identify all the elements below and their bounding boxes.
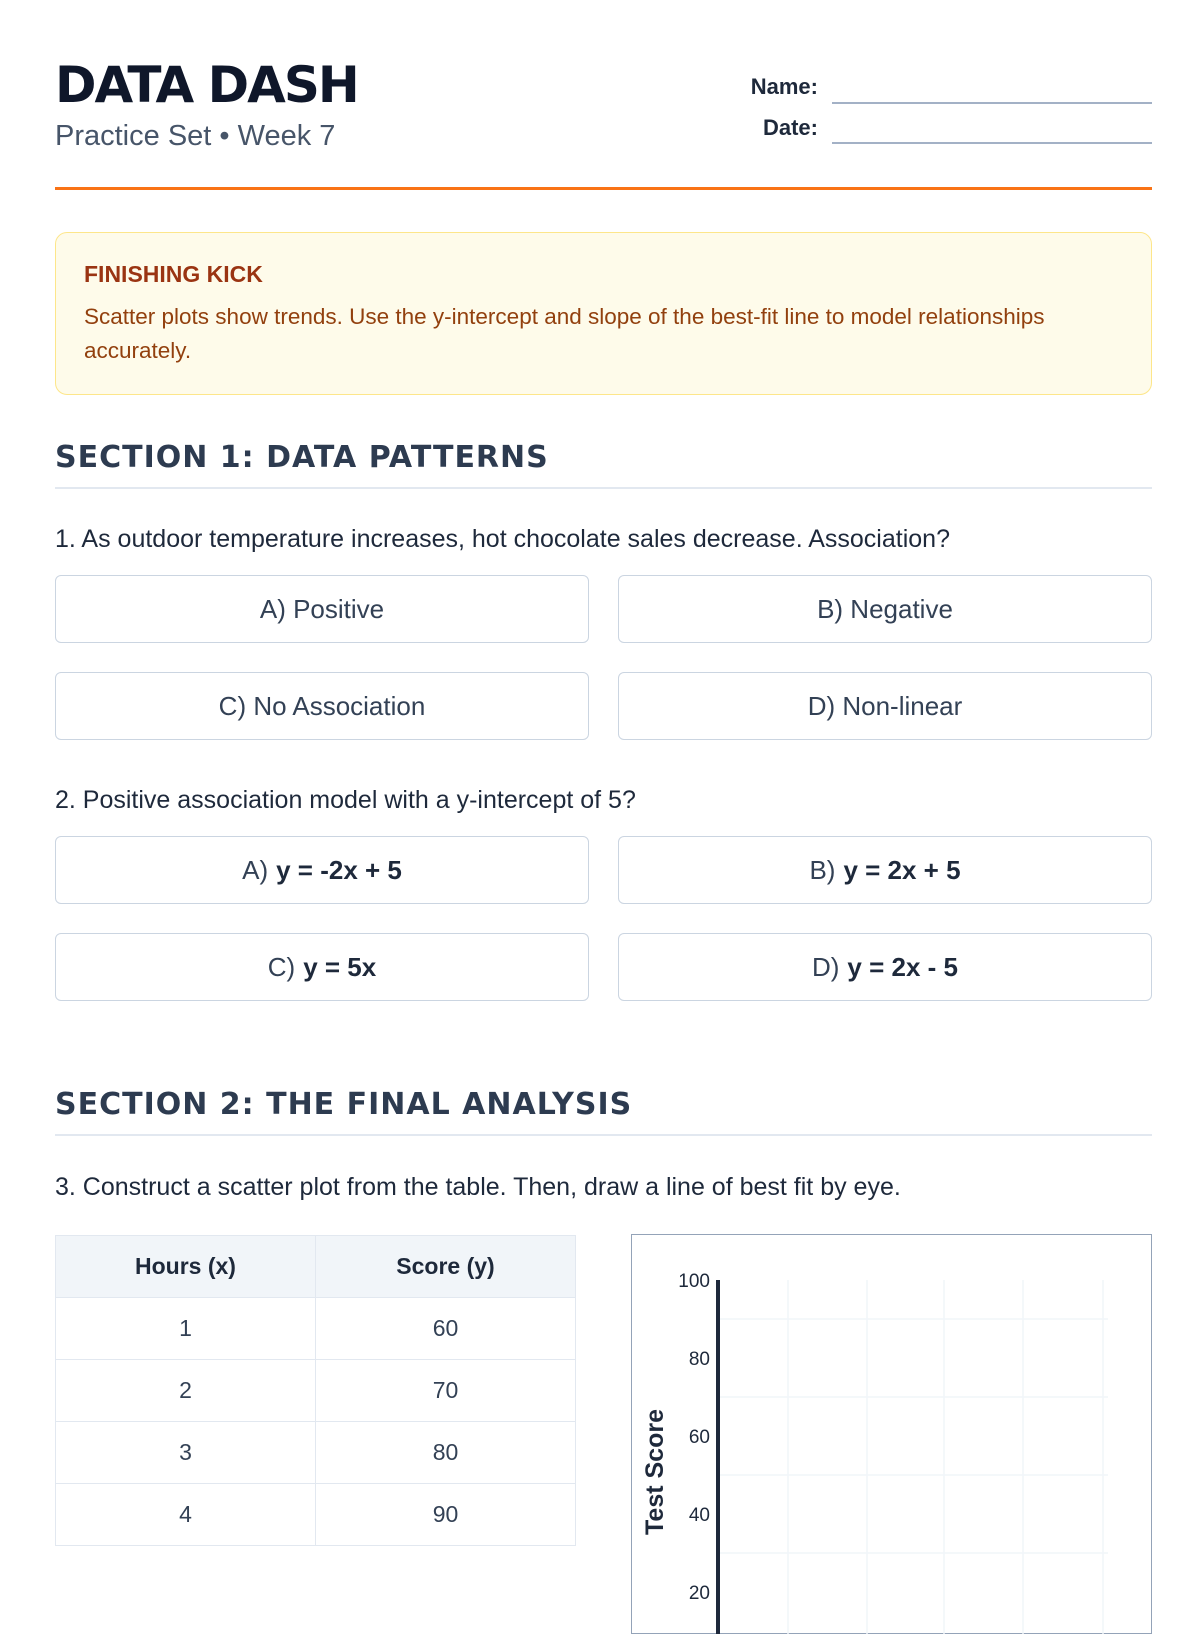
page-subtitle: Practice Set • Week 7	[55, 120, 336, 152]
page-title: DATA DASH	[55, 56, 358, 114]
y-tick-label: 100	[677, 1270, 710, 1292]
name-field[interactable]	[832, 102, 1152, 104]
y-axis-label: Test Score	[640, 1408, 669, 1535]
option-equation: y = -2x + 5	[276, 854, 402, 885]
tip-callout	[55, 232, 1152, 395]
y-tick-label: 40	[688, 1504, 710, 1526]
q1-option-d[interactable]: D) Non-linear	[618, 672, 1152, 740]
q1-option-c[interactable]: C) No Association	[55, 672, 589, 740]
callout-body: Scatter plots show trends. Use the y-intercept and slope of the best-fit line to model relationships accurately.	[84, 304, 1045, 363]
y-tick-label: 80	[688, 1348, 710, 1370]
table-row	[56, 1422, 576, 1484]
q2-option-b[interactable]	[618, 836, 1152, 904]
q1-option-a[interactable]: A) Positive	[55, 575, 589, 643]
option-letter: B)	[809, 854, 836, 885]
y-tick-label: 60	[688, 1426, 710, 1448]
name-label: Name:	[750, 74, 818, 99]
scatter-plot-area[interactable]	[631, 1234, 1152, 1634]
table-row	[56, 1360, 576, 1422]
table-cell: 80	[316, 1422, 576, 1484]
option-equation: y = 2x + 5	[843, 854, 961, 885]
callout-title: FINISHING KICK	[84, 261, 263, 287]
option-equation: y = 2x - 5	[847, 951, 958, 982]
q2-option-a[interactable]	[55, 836, 589, 904]
question-1: 1. As outdoor temperature increases, hot chocolate sales decrease. Association?	[55, 525, 950, 553]
table-cell: 70	[316, 1360, 576, 1422]
scatter-plot-grid[interactable]	[631, 1234, 1152, 1634]
date-field[interactable]	[832, 142, 1152, 144]
q2-option-d[interactable]	[618, 933, 1152, 1001]
table-cell: 90	[316, 1484, 576, 1546]
table-cell: 1	[56, 1298, 316, 1360]
q1-option-b[interactable]: B) Negative	[618, 575, 1152, 643]
question-2: 2. Positive association model with a y-intercept of 5?	[55, 786, 636, 814]
question-3: 3. Construct a scatter plot from the table. Then, draw a line of best fit by eye.	[55, 1173, 901, 1201]
y-tick-label: 20	[688, 1582, 710, 1604]
option-letter: C)	[267, 951, 296, 982]
table-row	[56, 1484, 576, 1546]
table-cell: 2	[56, 1360, 316, 1422]
column-header: Hours (x)	[56, 1236, 316, 1298]
section-2-heading: SECTION 2: THE FINAL ANALYSIS	[55, 1087, 1152, 1136]
section-1-heading: SECTION 1: DATA PATTERNS	[55, 440, 1152, 489]
header-divider	[55, 187, 1152, 190]
option-equation: y = 5x	[303, 951, 377, 982]
column-header: Score (y)	[316, 1236, 576, 1298]
data-table	[55, 1235, 576, 1546]
table-cell: 4	[56, 1484, 316, 1546]
table-cell: 60	[316, 1298, 576, 1360]
table-header-row	[56, 1236, 576, 1298]
date-label: Date:	[762, 115, 818, 140]
table-cell: 3	[56, 1422, 316, 1484]
q2-option-c[interactable]	[55, 933, 589, 1001]
option-letter: A)	[242, 854, 269, 885]
option-letter: D)	[811, 951, 840, 982]
table-row	[56, 1298, 576, 1360]
